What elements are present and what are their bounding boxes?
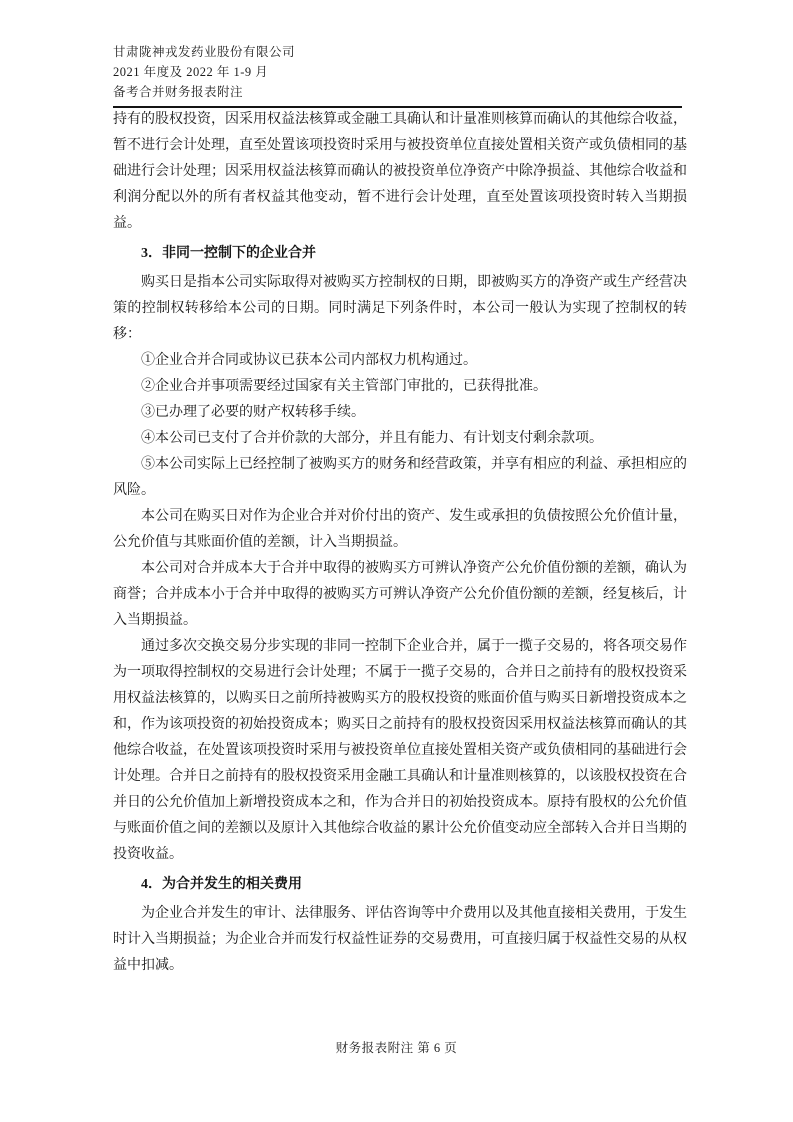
condition-item-3: ③已办理了必要的财产权转移手续。 — [141, 405, 365, 420]
condition-item-4: ④本公司已支付了合并价款的大部分，并且有能力、有计划支付剩余款项。 — [141, 431, 603, 446]
section-3-paragraph-1: 本公司在购买日对作为企业合并对价付出的资产、发生或承担的负债按照公允价值计量，公允价值与其账面价值的差额，计入当期损益。 — [113, 509, 687, 550]
document-header — [113, 42, 295, 102]
company-name: 甘肃陇神戎发药业股份有限公司 — [113, 45, 296, 59]
document-body — [113, 107, 687, 979]
section-3-intro-paragraph: 购买日是指本公司实际取得对被购买方控制权的日期，即被购买方的净资产或生产经营决策的控制权转移给本公司的日期。同时满足下列条件时，本公司一般认为实现了控制权的转移： — [113, 275, 687, 342]
section-3-paragraph-3: 通过多次交换交易分步实现的非同一控制下企业合并，属于一揽子交易的，将各项交易作为一项取得控制权的交易进行会计处理；不属于一揽子交易的，合并日之前持有的股权投资采用权益法核算的，以购买日之前所持被购买方的股权投资的账面价值与购买日新增投资成本之和，作为该项投资的初始投资成本；购买日之前持有的股权投资因采用权益法核算而确认的其他综合收益，在处置该项投资时采用与被投资单位直接处置相关资产或负债相同的基础进行会计处理。合并日之前持有的股权投资采用金融工具确认和计量准则核算的，以该股权投资在合并日的公允价值加上新增投资成本之和，作为合并日的初始投资成本。原持有股权的公允价值与账面价值之间的差额以及原计入其他综合收益的累计公允价值变动应全部转入合并日当期的投资收益。 — [113, 639, 687, 862]
continuation-paragraph: 持有的股权投资，因采用权益法核算或金融工具确认和计量准则核算而确认的其他综合收益，暂不进行会计处理，直至处置该项投资时采用与被投资单位直接处置相关资产或负债相同的基础进行会计处理；因采用权益法核算而确认的被投资单位净资产中除净损益、其他综合收益和利润分配以外的所有者权益其他变动，暂不进行会计处理，直至处置该项投资时转入当期损益。 — [113, 112, 687, 231]
section-3-heading: 3．非同一控制下的企业合并 — [141, 246, 316, 261]
section-4-heading: 4．为合并发生的相关费用 — [141, 877, 302, 892]
footer-page-label: 财务报表附注 第 6 页 — [335, 1041, 458, 1055]
condition-item-2: ②企业合并事项需要经过国家有关主管部门审批的，已获得批准。 — [141, 379, 547, 394]
page-footer — [0, 1038, 793, 1058]
section-4-paragraph-1: 为企业合并发生的审计、法律服务、评估咨询等中介费用以及其他直接相关费用，于发生时计入当期损益；为企业合并而发行权益性证券的交易费用，可直接归属于权益性交易的从权益中扣减。 — [113, 906, 687, 973]
condition-item-5: ⑤本公司实际上已经控制了被购买方的财务和经营政策，并享有相应的利益、承担相应的风险。 — [113, 457, 687, 498]
section-3-paragraph-2: 本公司对合并成本大于合并中取得的被购买方可辨认净资产公允价值份额的差额，确认为商誉；合并成本小于合并中取得的被购买方可辨认净资产公允价值份额的差额，经复核后，计入当期损益。 — [113, 561, 687, 628]
report-title: 备考合并财务报表附注 — [113, 85, 244, 99]
report-period: 2021 年度及 2022 年 1-9 月 — [113, 65, 269, 79]
condition-item-1: ①企业合并合同或协议已获本公司内部权力机构通过。 — [141, 353, 477, 368]
